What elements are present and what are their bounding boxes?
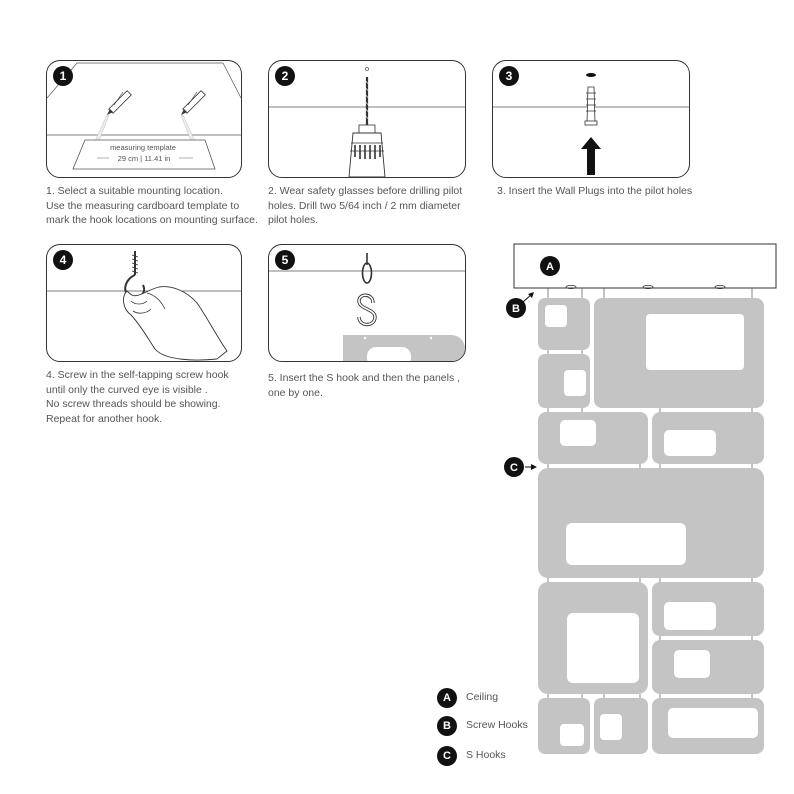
step-4-caption: 4. Screw in the self-tapping screw hook until only the curved eye is visible . No screw threads should be showing. Repeat for another hook. — [46, 369, 229, 425]
panel-cutout — [664, 430, 716, 456]
legend-badge: C — [437, 746, 457, 766]
legend-badge: B — [437, 716, 457, 736]
panel-cutout — [545, 305, 567, 327]
panel-cutout — [664, 602, 716, 630]
step-2-caption: 2. Wear safety glasses before drilling pilot holes. Drill two 5/64 inch / 2 mm diameter pilot holes. — [268, 185, 463, 226]
step-5-caption: 5. Insert the S hook and then the panels , one by one. — [268, 372, 461, 399]
panel-cutout — [560, 724, 584, 746]
step-1-caption: 1. Select a suitable mounting location. Use the measuring cardboard template to mark the hook locations on mounting surface. — [46, 185, 258, 226]
callout-c — [504, 457, 537, 477]
panel-cutout — [668, 708, 758, 738]
template-label: measuring template — [110, 143, 176, 152]
step-number-badge: 2 — [275, 66, 295, 86]
panel-cutout — [564, 370, 586, 396]
panel-cutout — [566, 523, 686, 565]
legend-label: S Hooks — [466, 749, 506, 761]
step-number-badge: 5 — [275, 250, 295, 270]
panel-cutout — [560, 420, 596, 446]
step-3-caption: 3. Insert the Wall Plugs into the pilot holes — [497, 185, 693, 197]
step-number-badge: 1 — [53, 66, 73, 86]
legend-label: Screw Hooks — [466, 719, 528, 731]
callout-b — [506, 292, 534, 318]
svg-text:A: A — [546, 261, 554, 273]
callout-a — [540, 256, 560, 276]
svg-text:C: C — [510, 462, 518, 474]
panel-cutout — [567, 613, 639, 683]
legend-badge: A — [437, 688, 457, 708]
step-number-badge: 3 — [499, 66, 519, 86]
panel-cutout — [600, 714, 622, 740]
step-number-badge: 4 — [53, 250, 73, 270]
template-dimension: 29 cm | 11.41 in — [117, 154, 171, 163]
panel-stack — [538, 298, 764, 754]
svg-text:B: B — [512, 303, 520, 315]
legend-label: Ceiling — [466, 691, 499, 703]
panel-cutout — [646, 314, 744, 370]
panel-cutout — [674, 650, 710, 678]
